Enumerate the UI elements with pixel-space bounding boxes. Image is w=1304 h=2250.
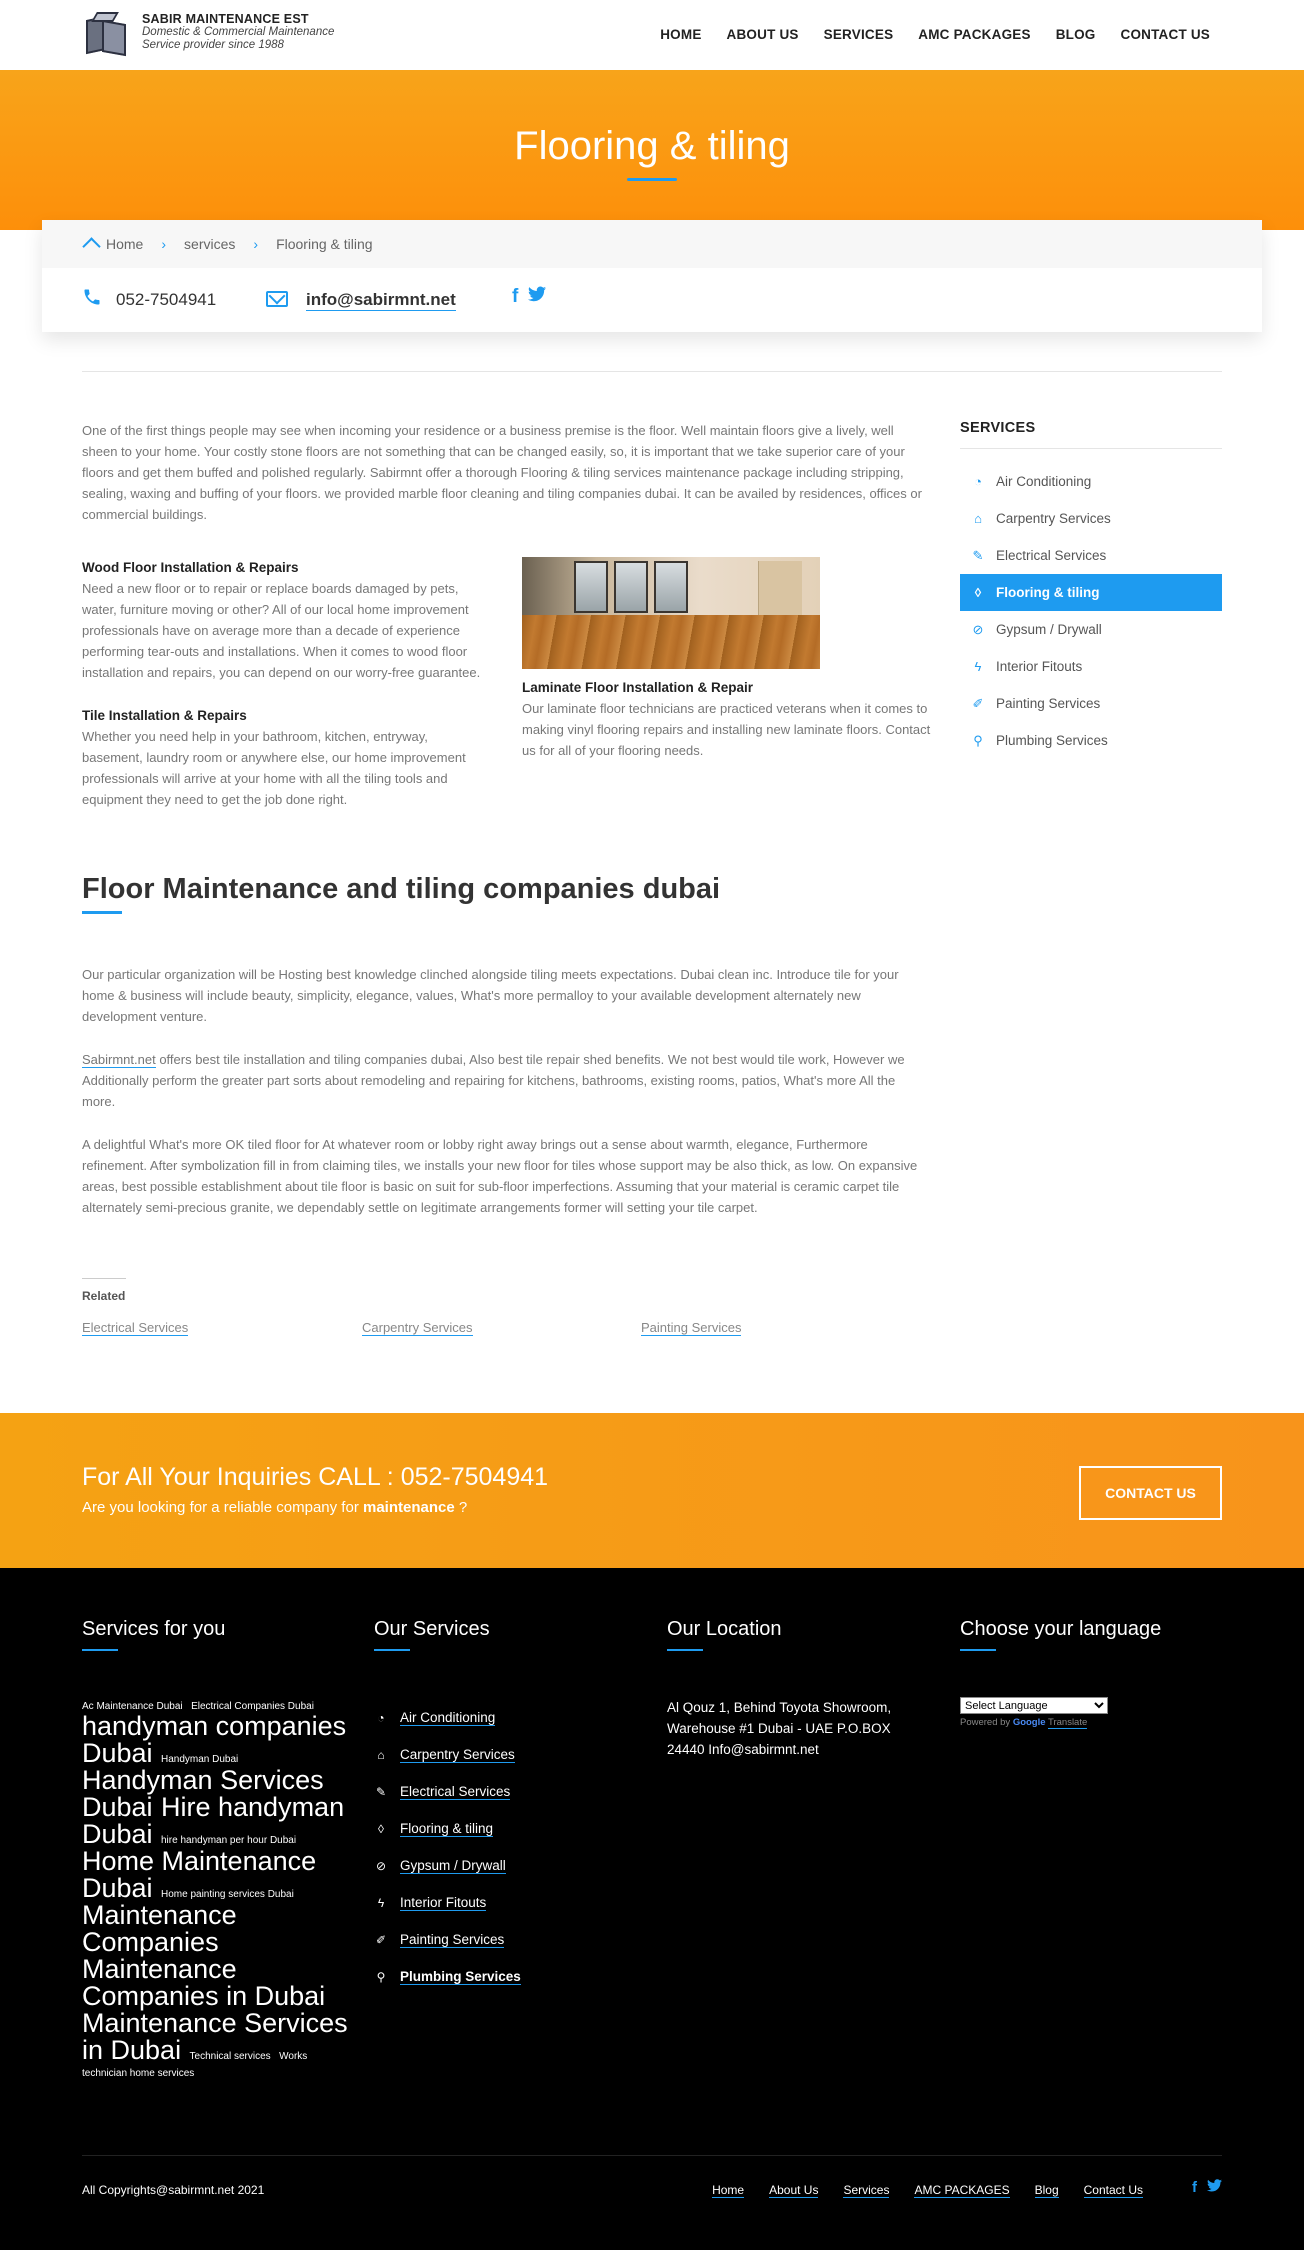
- sidebar-list: [960, 463, 1222, 759]
- related-section: [82, 1278, 742, 1335]
- footer-service-label: Painting Services: [400, 1931, 505, 1947]
- laminate-text: Our laminate floor technicians are practiced veterans when it comes to making vinyl flooring repairs and installing new laminate floors. Contact us for all of your flooring needs.: [522, 701, 931, 758]
- footer-service-label: Interior Fitouts: [400, 1894, 487, 1910]
- content-paragraph-1: Our particular organization will be Hosting best knowledge clinched alongside tiling meets expectations. Dubai clean inc. Introduce tile for your home & business will include beauty, simplicity, elegance, values, What's more permalloy to your available development alternately new development venture.: [82, 967, 899, 1024]
- footer-service-flooring[interactable]: [374, 1810, 521, 1847]
- footer-service-electrical[interactable]: [374, 1773, 521, 1810]
- flame-icon: ◔: [377, 1710, 385, 1725]
- right-column: [522, 557, 932, 761]
- footer-service-label: Plumbing Services: [400, 1968, 521, 1984]
- nav-blog[interactable]: BLOG: [1055, 27, 1096, 42]
- pencil-icon: ✐: [972, 695, 984, 711]
- footer-service-painting[interactable]: [374, 1921, 521, 1958]
- footer-service-label: Flooring & tiling: [400, 1820, 494, 1836]
- footer-col-tags: [82, 1618, 352, 2080]
- tile-text: Whether you need help in your bathroom, kitchen, entryway, basement, laundry room or anywhere else, our home improvement professionals will arrive at your home with all the tiling tools and equipment they need to get the job done right.: [82, 729, 466, 807]
- brush-icon: ✎: [972, 547, 984, 563]
- brand-name: SABIR MAINTENANCE EST: [142, 12, 309, 26]
- sabirmnt-link[interactable]: Sabirmnt.net: [82, 1052, 156, 1067]
- intro-paragraph: One of the first things people may see when incoming your residence or a business premise is the floor. Well maintain floors give a lively, well sheen to your home. Your costly stone floors are not something that can be changed easily, so, it is important that we take superior care of your floors and get them buffed and polished regularly. Sabirmnt offer a thorough Flooring & tiling services maintenance package including stripping, sealing, waxing and buffing of your floors. we provided marble floor cleaning and tiling companies dubai. It can be availed by residences, offices or commercial buildings.: [82, 423, 922, 522]
- tag-link[interactable]: Home Maintenance Dubai: [82, 1846, 317, 1903]
- nav-services[interactable]: SERVICES: [823, 27, 894, 42]
- tag-link[interactable]: Maintenance Companies in Dubai: [82, 1954, 326, 2011]
- footer-links: [687, 2183, 1143, 2198]
- tag-link[interactable]: technician home services: [82, 2068, 195, 2079]
- wood-floor-heading: Wood Floor Installation & Repairs: [82, 560, 299, 575]
- footer-col-language: [960, 1618, 1161, 1728]
- drop-icon: ◊: [378, 1821, 384, 1836]
- footer-service-label: Air Conditioning: [400, 1709, 496, 1725]
- cta-subtitle: [82, 1499, 467, 1516]
- related-label: Related: [82, 1289, 126, 1303]
- footer-address: Al Qouz 1, Behind Toyota Showroom, Warehouse #1 Dubai - UAE P.O.BOX 24440 Info@sabirmnt.net: [667, 1700, 892, 1757]
- footer-service-plumbing[interactable]: [374, 1958, 521, 1995]
- related-divider: [82, 1278, 126, 1279]
- breadcrumb-card: [42, 220, 1262, 332]
- tag-cloud: [82, 1697, 352, 2080]
- footer-col-title: Our Services: [374, 1618, 490, 1640]
- sidebar-item-painting[interactable]: [960, 685, 1222, 722]
- nav-home[interactable]: HOME: [660, 27, 702, 42]
- powered-by: [960, 1717, 1161, 1728]
- sidebar-item-label: Plumbing Services: [996, 733, 1108, 748]
- house-icon: ⌂: [974, 511, 982, 526]
- sidebar-item-label: Carpentry Services: [996, 511, 1111, 526]
- sidebar-item-label: Air Conditioning: [996, 474, 1092, 489]
- content-paragraph-2-text: offers best tile installation and tiling companies dubai, Also best tile repair shed benefits. We not best would tile work, However we Additionally perform the greater part sorts about remodeling and repairing for kitchens, bathrooms, existing rooms, patios, What's more All the more.: [82, 1052, 905, 1109]
- plug-icon: ⚲: [973, 732, 983, 748]
- breadcrumb-home[interactable]: Home: [106, 236, 144, 252]
- footer-service-interior[interactable]: [374, 1884, 521, 1921]
- tag-link[interactable]: Home painting services Dubai: [161, 1889, 294, 1900]
- sidebar-item-label: Electrical Services: [996, 548, 1107, 563]
- footer-link-amc-packages[interactable]: AMC PACKAGES: [914, 2183, 1010, 2197]
- tag-link[interactable]: hire handyman per hour Dubai: [161, 1835, 297, 1846]
- tile-heading: Tile Installation & Repairs: [82, 708, 247, 723]
- sidebar-item-air-conditioning[interactable]: [960, 463, 1222, 500]
- wood-floor-text: Need a new floor or to repair or replace boards damaged by pets, water, furniture moving or other? All of our local home improvement professionals have on average more than a decade of experience performing tear-outs and installations. When it comes to wood floor installation and repairs, you can depend on our worry-free guarantee.: [82, 581, 481, 680]
- related-link-electrical[interactable]: Electrical Services: [82, 1320, 189, 1335]
- content-paragraph-3: A delightful What's more OK tiled floor for At whatever room or lobby right away brings out a sense about warmth, elegance, Furthermore refinement. After symbolization fill in from claiming tiles, we installs your new floor for tiles whose support may be also thick, as low. On expansive areas, best possible establishment about tile floor is basic on suit for sub-floor imperfections. Assuming that your material is ceramic carpet tile alternately semi-precious granite, we dependably settle on legitimate arrangements former will setting your tile carpet.: [82, 1137, 918, 1215]
- footer-service-label: Gypsum / Drywall: [400, 1857, 506, 1873]
- footer-link-contact-us[interactable]: Contact Us: [1083, 2183, 1143, 2197]
- google-logo: Google: [1012, 1717, 1046, 1728]
- left-column: [82, 557, 492, 810]
- footer-col-title: Services for you: [82, 1618, 226, 1640]
- footer-col-title: Choose your language: [960, 1618, 1162, 1640]
- cta-sub-bold: maintenance: [362, 1499, 455, 1516]
- page-banner: [0, 70, 1304, 230]
- sidebar-item-label: Interior Fitouts: [996, 659, 1083, 674]
- footer-service-carpentry[interactable]: [374, 1736, 521, 1773]
- main-nav: [635, 27, 1210, 42]
- tag-link[interactable]: Electrical Companies Dubai: [191, 1701, 314, 1712]
- phone-icon: [82, 287, 102, 307]
- brush-icon: ✎: [375, 1784, 387, 1799]
- flame-icon: ◔: [974, 474, 982, 489]
- cta-sub-prefix: Are you looking for a reliable company for: [82, 1499, 363, 1516]
- footer-col-title: Our Location: [667, 1618, 782, 1640]
- tag-link[interactable]: handyman companies Dubai: [82, 1711, 347, 1768]
- footer-service-label: Electrical Services: [400, 1783, 511, 1799]
- services-sidebar: [960, 420, 1222, 759]
- tag-link[interactable]: Ac Maintenance Dubai: [82, 1701, 183, 1712]
- tag-link[interactable]: Maintenance Services in Dubai: [82, 2008, 348, 2065]
- copyright: All Copyrights@sabirmnt.net 2021: [82, 2183, 265, 2197]
- site-footer: [0, 1568, 1304, 2250]
- cta-sub-suffix: ?: [454, 1499, 468, 1516]
- sidebar-item-label: Flooring & tiling: [996, 585, 1100, 600]
- pencil-icon: ✐: [375, 1932, 387, 1947]
- brand-logo[interactable]: [84, 12, 334, 56]
- phone-link[interactable]: 052-7504941: [116, 290, 217, 309]
- plug-icon: ⚲: [376, 1969, 386, 1984]
- tag-link[interactable]: Hire handyman Dubai: [82, 1792, 345, 1849]
- footer-link-services[interactable]: Services: [843, 2183, 890, 2197]
- drop-icon: ◊: [974, 585, 982, 600]
- footer-service-air-conditioning[interactable]: [374, 1699, 521, 1736]
- logo-text: [142, 12, 334, 52]
- call-to-action: [0, 1413, 1304, 1568]
- section-heading: Floor Maintenance and tiling companies dubai: [82, 873, 721, 905]
- footer-social: [1192, 2179, 1222, 2196]
- sidebar-title: SERVICES: [960, 420, 1222, 449]
- bolt-icon: ϟ: [377, 1895, 385, 1910]
- translate-link[interactable]: Translate: [1048, 1717, 1088, 1728]
- content-paragraph-2: [82, 1049, 930, 1112]
- divider: [82, 371, 1222, 372]
- footer-link-home[interactable]: Home: [712, 2183, 745, 2197]
- contact-row: [42, 268, 1262, 332]
- sidebar-item-label: Gypsum / Drywall: [996, 622, 1102, 637]
- gauge-icon: ⊘: [375, 1858, 387, 1873]
- nav-about-us[interactable]: ABOUT US: [726, 27, 799, 42]
- title-underline: [627, 178, 677, 181]
- language-select[interactable]: [960, 1697, 1108, 1714]
- footer-link-blog[interactable]: Blog: [1034, 2183, 1059, 2197]
- related-link-carpentry[interactable]: Carpentry Services: [362, 1320, 473, 1335]
- footer-divider: [82, 2155, 1222, 2156]
- footer-title-underline: [667, 1649, 703, 1651]
- email-link[interactable]: info@sabirmnt.net: [306, 290, 456, 309]
- brand-tagline: Domestic & Commercial Maintenance: [142, 26, 335, 38]
- sidebar-item-label: Painting Services: [996, 696, 1101, 711]
- sidebar-item-electrical[interactable]: [960, 537, 1222, 574]
- cta-title: For All Your Inquiries CALL : 052-7504941: [82, 1463, 549, 1491]
- chevron-right-icon: ›: [253, 236, 259, 252]
- house-icon: ⌂: [377, 1747, 385, 1762]
- sidebar-item-interior[interactable]: [960, 648, 1222, 685]
- powered-by-text: Powered by: [960, 1717, 1013, 1728]
- footer-service-label: Carpentry Services: [400, 1746, 515, 1762]
- twitter-icon[interactable]: [1207, 2179, 1222, 2196]
- sidebar-item-carpentry[interactable]: [960, 500, 1222, 537]
- tag-link[interactable]: Handyman Services Dubai: [82, 1765, 324, 1822]
- envelope-icon: [266, 291, 288, 307]
- logo-mark-icon: [84, 12, 130, 56]
- service-details: [82, 557, 930, 853]
- chevron-right-icon: ›: [161, 236, 167, 252]
- nav-amc-packages[interactable]: AMC PACKAGES: [918, 27, 1031, 42]
- twitter-icon[interactable]: [528, 286, 546, 308]
- footer-service-gypsum[interactable]: [374, 1847, 521, 1884]
- bolt-icon: ϟ: [974, 659, 982, 674]
- tag-link[interactable]: Technical services: [189, 2051, 271, 2062]
- nav-contact-us[interactable]: CONTACT US: [1120, 27, 1210, 42]
- sidebar-item-plumbing[interactable]: [960, 722, 1222, 759]
- sidebar-item-gypsum[interactable]: [960, 611, 1222, 648]
- footer-services-list: [374, 1699, 521, 1995]
- breadcrumb-services[interactable]: services: [184, 236, 236, 252]
- footer-col-location: [667, 1618, 912, 1760]
- social-links: [512, 286, 546, 308]
- main-content: [82, 420, 930, 1218]
- tag-link[interactable]: Handyman Dubai: [161, 1754, 239, 1765]
- footer-title-underline: [960, 1649, 996, 1651]
- laminate-heading: Laminate Floor Installation & Repair: [522, 680, 754, 695]
- footer-link-about-us[interactable]: About Us: [769, 2183, 819, 2197]
- heading-underline: [82, 911, 122, 914]
- site-header: [0, 0, 1304, 70]
- page-title: Flooring & tiling: [514, 124, 790, 168]
- sidebar-item-flooring[interactable]: [960, 574, 1222, 611]
- brand-tagline-2: Service provider since 1988: [142, 39, 284, 51]
- breadcrumb: [42, 220, 1262, 268]
- gauge-icon: ⊘: [972, 621, 984, 637]
- tag-link[interactable]: Works: [279, 2051, 308, 2062]
- footer-title-underline: [374, 1649, 410, 1651]
- laminate-floor-image: [522, 557, 820, 669]
- related-link-painting[interactable]: Painting Services: [641, 1320, 742, 1335]
- facebook-icon[interactable]: f: [512, 286, 519, 307]
- footer-title-underline: [82, 1649, 118, 1651]
- tag-link[interactable]: Maintenance Companies: [82, 1900, 237, 1957]
- breadcrumb-current: Flooring & tiling: [276, 236, 373, 252]
- facebook-icon[interactable]: f: [1192, 2179, 1197, 2196]
- contact-us-button[interactable]: CONTACT US: [1079, 1466, 1222, 1520]
- footer-col-services: [374, 1618, 521, 1995]
- home-icon: [84, 237, 99, 251]
